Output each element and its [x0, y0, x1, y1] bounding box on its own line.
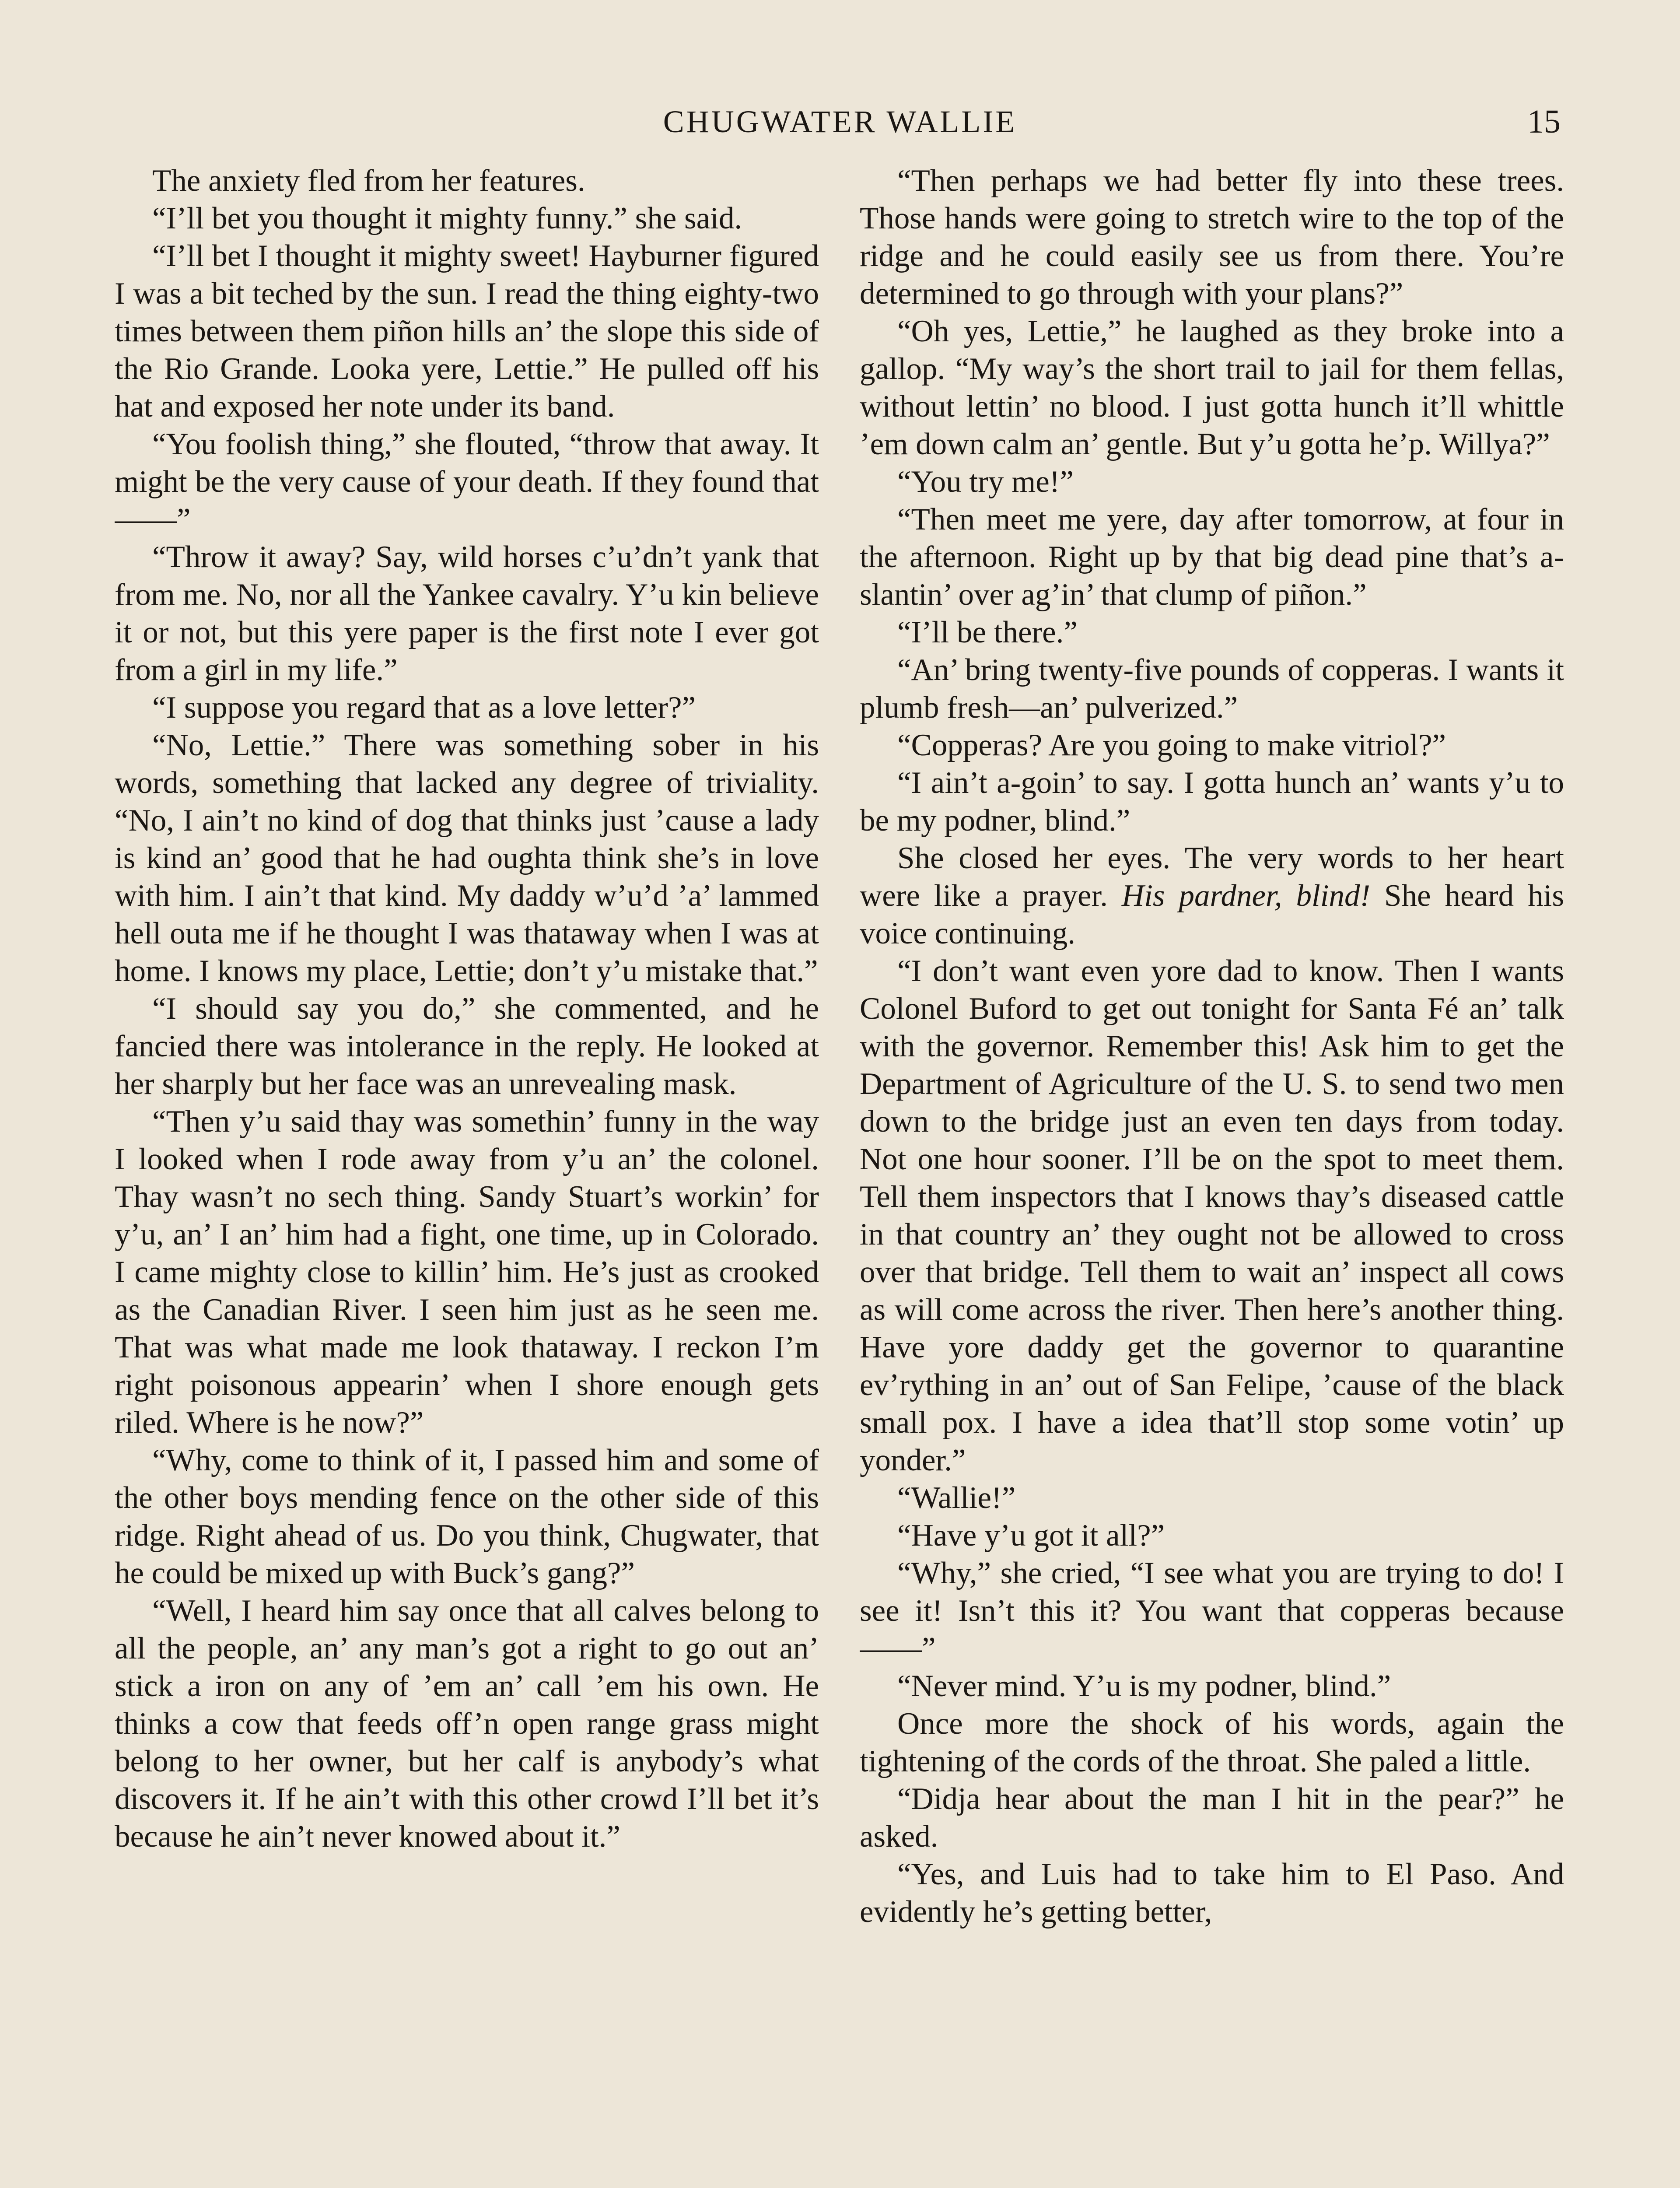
- paragraph: [860, 1855, 1564, 1931]
- paragraph: [860, 1554, 1564, 1667]
- page-header: [0, 95, 1680, 148]
- paragraph-text: “Have y’u got it all?”: [897, 1518, 1165, 1553]
- paragraph: [860, 463, 1564, 501]
- paragraph: [115, 425, 819, 538]
- paragraph: [115, 1103, 819, 1441]
- paragraph-text: “Yes, and Luis had to take him to El Paso. And evidently he’s getting better,: [860, 1857, 1564, 1929]
- paragraph-text: She closed her eyes. The very words to her heart were like a prayer.: [860, 841, 1564, 913]
- paragraph-text: “No, Lettie.” There was something sober in his words, something that lacked any degree of triviality. “No, I ain’t no kind of dog that thinks just ’cause a lady is kind an’ good that he had oughta think she’s in love with him. I ain’t that kind. My daddy w’u’d ’a’ lammed hell outa me if he thought I was thataway when I was at home. I knows my place, Lettie; don’t y’u mistake that.”: [115, 728, 819, 988]
- paragraph: [860, 1705, 1564, 1780]
- paragraph-text: “I’ll bet I thought it mighty sweet! Hayburner figured I was a bit teched by the sun. I read the thing eighty-two times between them piñon hills an’ the slope this side of the Rio Grande. Looka yere, Lettie.” He pulled off his hat and exposed her note under its band.: [115, 239, 819, 424]
- paragraph: [860, 952, 1564, 1479]
- paragraph-text: “An’ bring twenty-five pounds of copperas. I wants it plumb fresh—an’ pulverized.”: [860, 653, 1564, 725]
- paragraph-text: “Then perhaps we had better fly into these trees. Those hands were going to stretch wire to the top of the ridge and he could easily see us from there. You’re determined to go through with your plans?”: [860, 164, 1564, 311]
- paragraph: [115, 538, 819, 689]
- paragraph: [115, 1592, 819, 1855]
- paragraph: [115, 726, 819, 990]
- paragraph: [115, 1441, 819, 1592]
- paragraph: [860, 614, 1564, 651]
- right-text-column: [860, 162, 1564, 2188]
- paragraph: [115, 990, 819, 1103]
- paragraph-text: “Why,” she cried, “I see what you are trying to do! I see it! Isn’t this it? You want that copperas because——”: [860, 1556, 1564, 1666]
- paragraph-text: “I ain’t a-goin’ to say. I gotta hunch an’ wants y’u to be my podner, blind.”: [860, 766, 1564, 838]
- paragraph-text: “I don’t want even yore dad to know. Then I wants Colonel Buford to get out tonight for Santa Fé an’ talk with the governor. Remember this! Ask him to get the Department of Agriculture of the U. S. to send two men down to the bridge just an even ten days from today. Not one hour sooner. I’ll be on the spot to meet them. Tell them inspectors that I knows thay’s diseased cattle in that country an’ they ought not be allowed to cross over that bridge. Tell them to wait an’ inspect all cows as will come across the river. Then here’s another thing. Have yore daddy get the governor to quarantine ev’rything in an’ out of San Felipe, ’cause of the black small pox. I have a idea that’ll stop some votin’ up yonder.”: [860, 954, 1564, 1477]
- left-text-column: [115, 162, 819, 2188]
- paragraph-text: “Wallie!”: [897, 1481, 1016, 1515]
- paragraph-text: “I’ll be there.”: [897, 615, 1078, 649]
- paragraph-text: “Throw it away? Say, wild horses c’u’dn’t yank that from me. No, nor all the Yankee cavalry. Y’u kin believe it or not, but this yere paper is the first note I ever got from a girl in my life.”: [115, 540, 819, 687]
- paragraph-text: Once more the shock of his words, again the tightening of the cords of the throat. She paled a little.: [860, 1707, 1564, 1778]
- paragraph-text: “I’ll bet you thought it mighty funny.” she said.: [152, 201, 742, 235]
- paragraph-text: “Then y’u said thay was somethin’ funny in the way I looked when I rode away from y’u an’ the colonel. Thay wasn’t no sech thing. Sandy Stuart’s workin’ for y’u, an’ I an’ him had a fight, one time, up in Colorado. I came mighty close to killin’ him. He’s just as crooked as the Canadian River. I seen him just as he seen me. That was what made me look thataway. I reckon I’m right poisonous appearin’ when I shore enough gets riled. Where is he now?”: [115, 1105, 819, 1440]
- paragraph-text: “I should say you do,” she commented, and he fancied there was intolerance in the reply. He looked at her sharply but her face was an unrevealing mask.: [115, 992, 819, 1101]
- paragraph: [860, 764, 1564, 839]
- paragraph: [860, 1517, 1564, 1554]
- paragraph-text: “Well, I heard him say once that all calves belong to all the people, an’ any man’s got a right to go out an’ stick a iron on any of ’em an’ call ’em his own. He thinks a cow that feeds off’n open range grass might belong to her owner, but her calf is anybody’s what discovers it. If he ain’t with this other crowd I’ll bet it’s because he ain’t never knowed about it.”: [115, 1594, 819, 1854]
- paragraph-text: “You try me!”: [897, 465, 1074, 499]
- paragraph-text: “Oh yes, Lettie,” he laughed as they broke into a gallop. “My way’s the short trail to jail for them fellas, without lettin’ no blood. I just gotta hunch it’ll whittle ’em down calm an’ gentle. But y’u gotta he’p. Willya?”: [860, 314, 1564, 461]
- paragraph-text-continued: She heard his voice continuing.: [860, 879, 1564, 950]
- paragraph-text: “You foolish thing,” she flouted, “throw that away. It might be the very cause of your death. If they found that——”: [115, 427, 819, 536]
- paragraph: [860, 1667, 1564, 1705]
- paragraph-text: “Copperas? Are you going to make vitriol?”: [897, 728, 1446, 762]
- paragraph: [860, 162, 1564, 312]
- paragraph: [860, 312, 1564, 463]
- paragraph: [860, 501, 1564, 614]
- paragraph: [115, 162, 819, 200]
- paragraph: [115, 689, 819, 726]
- paragraph-text: “Why, come to think of it, I passed him and some of the other boys mending fence on the other side of this ridge. Right ahead of us. Do you think, Chugwater, that he could be mixed up with Buck’s gang?”: [115, 1443, 819, 1590]
- paragraph-text: “Then meet me yere, day after tomorrow, at four in the afternoon. Right up by that big dead pine that’s a-slantin’ over ag’in’ that clump of piñon.”: [860, 502, 1564, 612]
- paragraph: [860, 839, 1564, 952]
- paragraph: [860, 651, 1564, 726]
- paragraph: [860, 1780, 1564, 1855]
- paragraph-text: “Never mind. Y’u is my podner, blind.”: [897, 1669, 1391, 1703]
- paragraph-text: “Didja hear about the man I hit in the pear?” he asked.: [860, 1782, 1564, 1854]
- paragraph: [115, 200, 819, 237]
- paragraph-text: The anxiety fled from her features.: [152, 164, 585, 198]
- running-title: CHUGWATER WALLIE: [663, 104, 1017, 139]
- italic-emphasis: His pardner, blind!: [1121, 879, 1371, 913]
- paragraph: [115, 237, 819, 425]
- paragraph: [860, 1479, 1564, 1517]
- page-number: 15: [1527, 103, 1561, 140]
- paragraph-text: “I suppose you regard that as a love letter?”: [152, 691, 696, 725]
- paragraph: [860, 726, 1564, 764]
